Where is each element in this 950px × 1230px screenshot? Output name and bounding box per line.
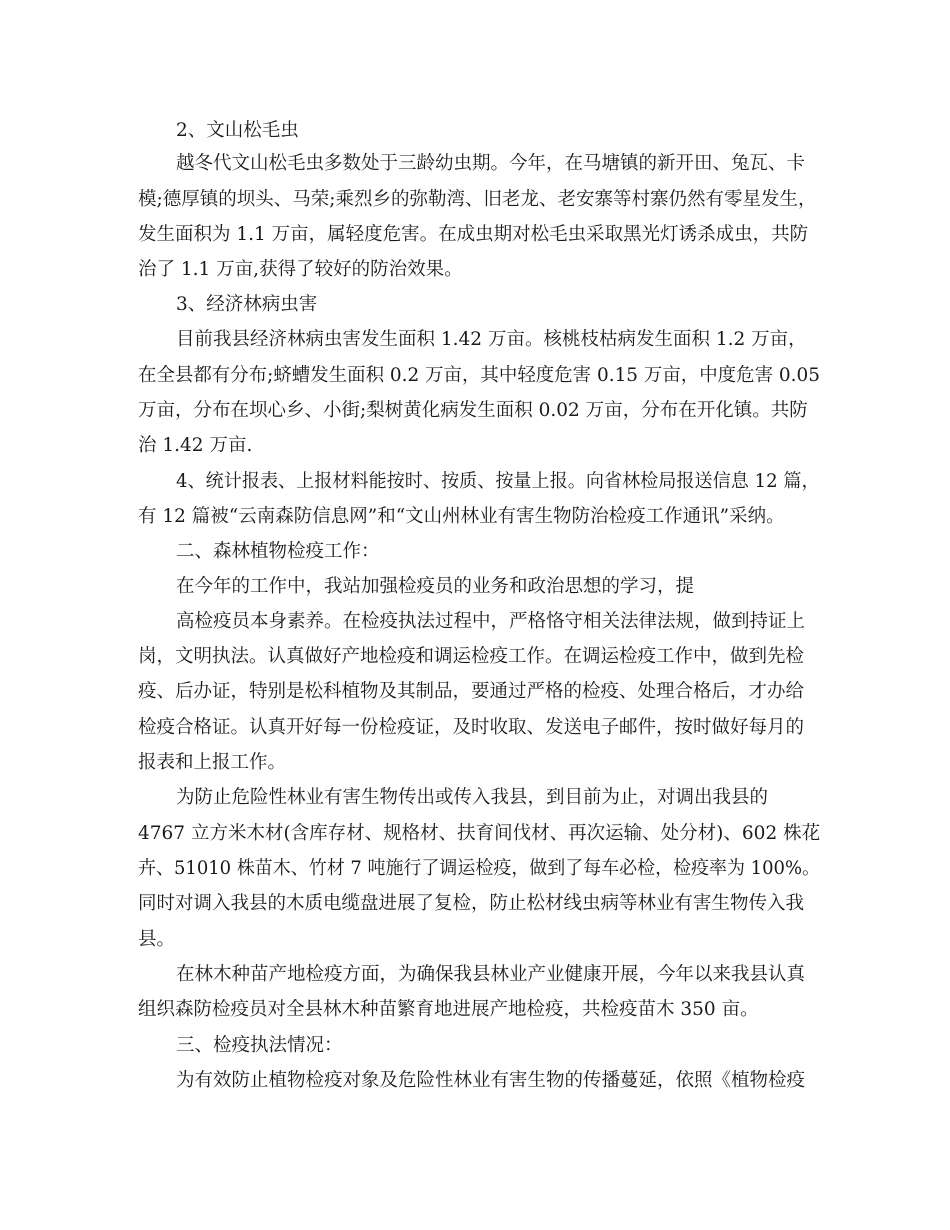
line-text: 为有效防止植物检疫对象及危险性林业有害生物的传播蔓延，依照《植物检疫 (176, 1070, 806, 1091)
text-line (0, 219, 950, 251)
text-line (0, 571, 950, 603)
line-text: 目前我县经济林病虫害发生面积 1.42 万亩。核桃枝枯病发生面积 1.2 万亩， (176, 329, 807, 350)
text-line (0, 466, 950, 498)
text-line (0, 395, 950, 427)
line-text: 检疫合格证。认真开好每一份检疫证，及时收取、发送电子邮件，按时做好每月的 (138, 717, 805, 738)
text-line (0, 148, 950, 180)
line-text: 三、检疫执法情况： (176, 1035, 343, 1056)
text-line (0, 606, 950, 638)
line-text: 4、统计报表、上报材料能按时、按质、按量上报。向省林检局报送信息 12 篇， (176, 471, 820, 492)
line-text: 同时对调入我县的木质电缆盘进展了复检，防止松材线虫病等林业有害生物传入我 (138, 893, 805, 914)
text-line (0, 430, 950, 462)
text-line (0, 712, 950, 744)
line-text: 县。 (138, 929, 176, 950)
text-line (0, 641, 950, 673)
line-text: 在全县都有分布;蛴螬发生面积 0.2 万亩，其中轻度危害 0.15 万亩，中度危害 0.05 (138, 365, 820, 386)
line-text: 2、文山松毛虫 (176, 120, 299, 141)
line-text: 发生面积为 1.1 万亩，属轻度危害。在成虫期对松毛虫采取黑光灯诱杀成虫，共防 (138, 224, 809, 245)
line-text: 在林木种苗产地检疫方面，为确保我县林业产业健康开展，今年以来我县认真 (176, 964, 806, 985)
line-text: 治 1.42 万亩. (138, 435, 253, 456)
line-text: 为防止危险性林业有害生物传出或传入我县，到目前为止，对调出我县的 (176, 787, 769, 808)
text-line (0, 501, 950, 533)
line-text: 高检疫员本身素养。在检疫执法过程中，严格恪守相关法律法规，做到持证上 (176, 611, 806, 632)
line-text: 疫、后办证，特别是松科植物及其制品，要通过严格的检疫、处理合格后，才办给 (138, 681, 805, 702)
text-line (0, 115, 950, 147)
line-text: 模;德厚镇的坝头、马荣;乘烈乡的弥勒湾、旧老龙、老安寨等村寨仍然有零星发生， (138, 189, 817, 210)
text-line (0, 959, 950, 991)
text-line (0, 782, 950, 814)
line-text: 3、经济林病虫害 (176, 294, 318, 315)
line-text: 二、森林植物检疫工作： (176, 541, 380, 562)
line-text: 卉、51010 株苗木、竹材 7 吨施行了调运检疫，做到了每车必检，检疫率为 100%。 (138, 858, 821, 879)
text-line (0, 676, 950, 708)
text-line (0, 853, 950, 885)
section-heading (0, 1030, 950, 1062)
text-line (0, 254, 950, 286)
section-heading (0, 536, 950, 568)
text-line (0, 747, 950, 779)
text-line (0, 818, 950, 850)
line-text: 万亩，分布在坝心乡、小街;梨树黄化病发生面积 0.02 万亩，分布在开化镇。共防 (138, 400, 808, 421)
text-line (0, 994, 950, 1026)
text-line (0, 888, 950, 920)
line-text: 治了 1.1 万亩,获得了较好的防治效果。 (138, 259, 463, 280)
line-text: 岗，文明执法。认真做好产地检疫和调运检疫工作。在调运检疫工作中，做到先检 (138, 646, 805, 667)
line-text: 4767 立方米木材(含库存材、规格材、扶育间伐材、再次运输、处分材)、602 株花 (138, 823, 821, 844)
text-line (0, 924, 950, 956)
text-line (0, 360, 950, 392)
line-text: 有 12 篇被“云南森防信息网”和“文山州林业有害生物防治检疫工作通讯”采纳。 (138, 506, 785, 527)
text-line (0, 184, 950, 216)
line-text: 在今年的工作中，我站加强检疫员的业务和政治思想的学习，提 (176, 576, 695, 597)
line-text: 报表和上报工作。 (138, 752, 287, 773)
text-line (0, 324, 950, 356)
line-text: 组织森防检疫员对全县林木种苗繁育地进展产地检疫，共检疫苗木 350 亩。 (138, 999, 759, 1020)
text-line (0, 289, 950, 321)
line-text: 越冬代文山松毛虫多数处于三龄幼虫期。今年，在马塘镇的新开田、兔瓦、卡 (176, 153, 806, 174)
text-line (0, 1065, 950, 1097)
